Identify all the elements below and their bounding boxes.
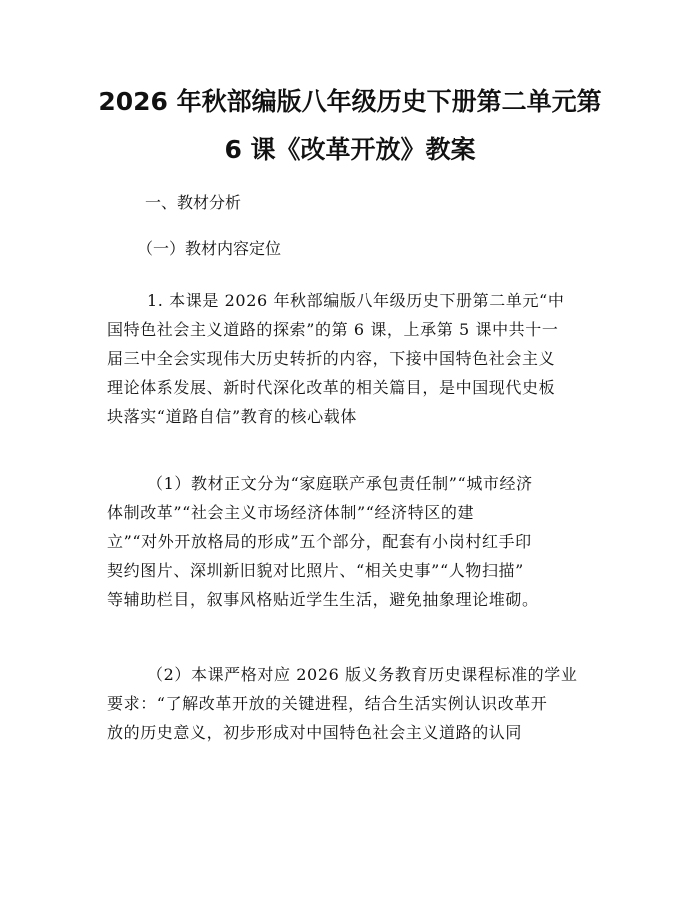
paragraph-2 [107, 469, 607, 614]
paragraph-1-line: 块落实“道路自信”教育的核心载体 [107, 407, 357, 426]
paragraph-2-line: 立”“对外开放格局的形成”五个部分，配套有小岗村红手印 [107, 532, 532, 551]
paragraph-2-line: （1）教材正文分为“家庭联产承包责任制”“城市经济 [147, 474, 533, 493]
paragraph-1-line: 国特色社会主义道路的探索”的第 6 课，上承第 5 课中共十一 [107, 320, 559, 339]
paragraph-1-line: 理论体系发展、新时代深化改革的相关篇目，是中国现代史板 [107, 378, 556, 397]
subsection-heading: （一）教材内容定位 [137, 239, 282, 258]
paragraph-2-line: 等辅助栏目，叙事风格贴近学生生活，避免抽象理论堆砌。 [107, 590, 539, 609]
document-title-line-1: 2026 年秋部编版八年级历史下册第二单元第 [98, 87, 602, 116]
paragraph-3-line: 放的历史意义，初步形成对中国特色社会主义道路的认同 [107, 723, 523, 742]
section-heading: 一、教材分析 [145, 193, 242, 212]
paragraph-3-line: （2）本课严格对应 2026 版义务教育历史课程标准的学业 [147, 665, 578, 684]
document-title-line-2: 6 课《改革开放》教案 [224, 135, 476, 164]
paragraph-3 [107, 660, 607, 747]
paragraph-2-line: 体制改革”“社会主义市场经济体制”“经济特区的建 [107, 503, 475, 522]
paragraph-3-line: 要求：“了解改革开放的关键进程，结合生活实例认识改革开 [107, 694, 548, 713]
paragraph-2-line: 契约图片、深圳新旧貌对比照片、“相关史事”“人物扫描” [107, 561, 524, 580]
paragraph-1 [107, 286, 607, 431]
paragraph-1-line: 届三中全会实现伟大历史转折的内容，下接中国特色社会主义 [107, 349, 556, 368]
paragraph-1-line: 1. 本课是 2026 年秋部编版八年级历史下册第二单元“中 [147, 291, 565, 310]
